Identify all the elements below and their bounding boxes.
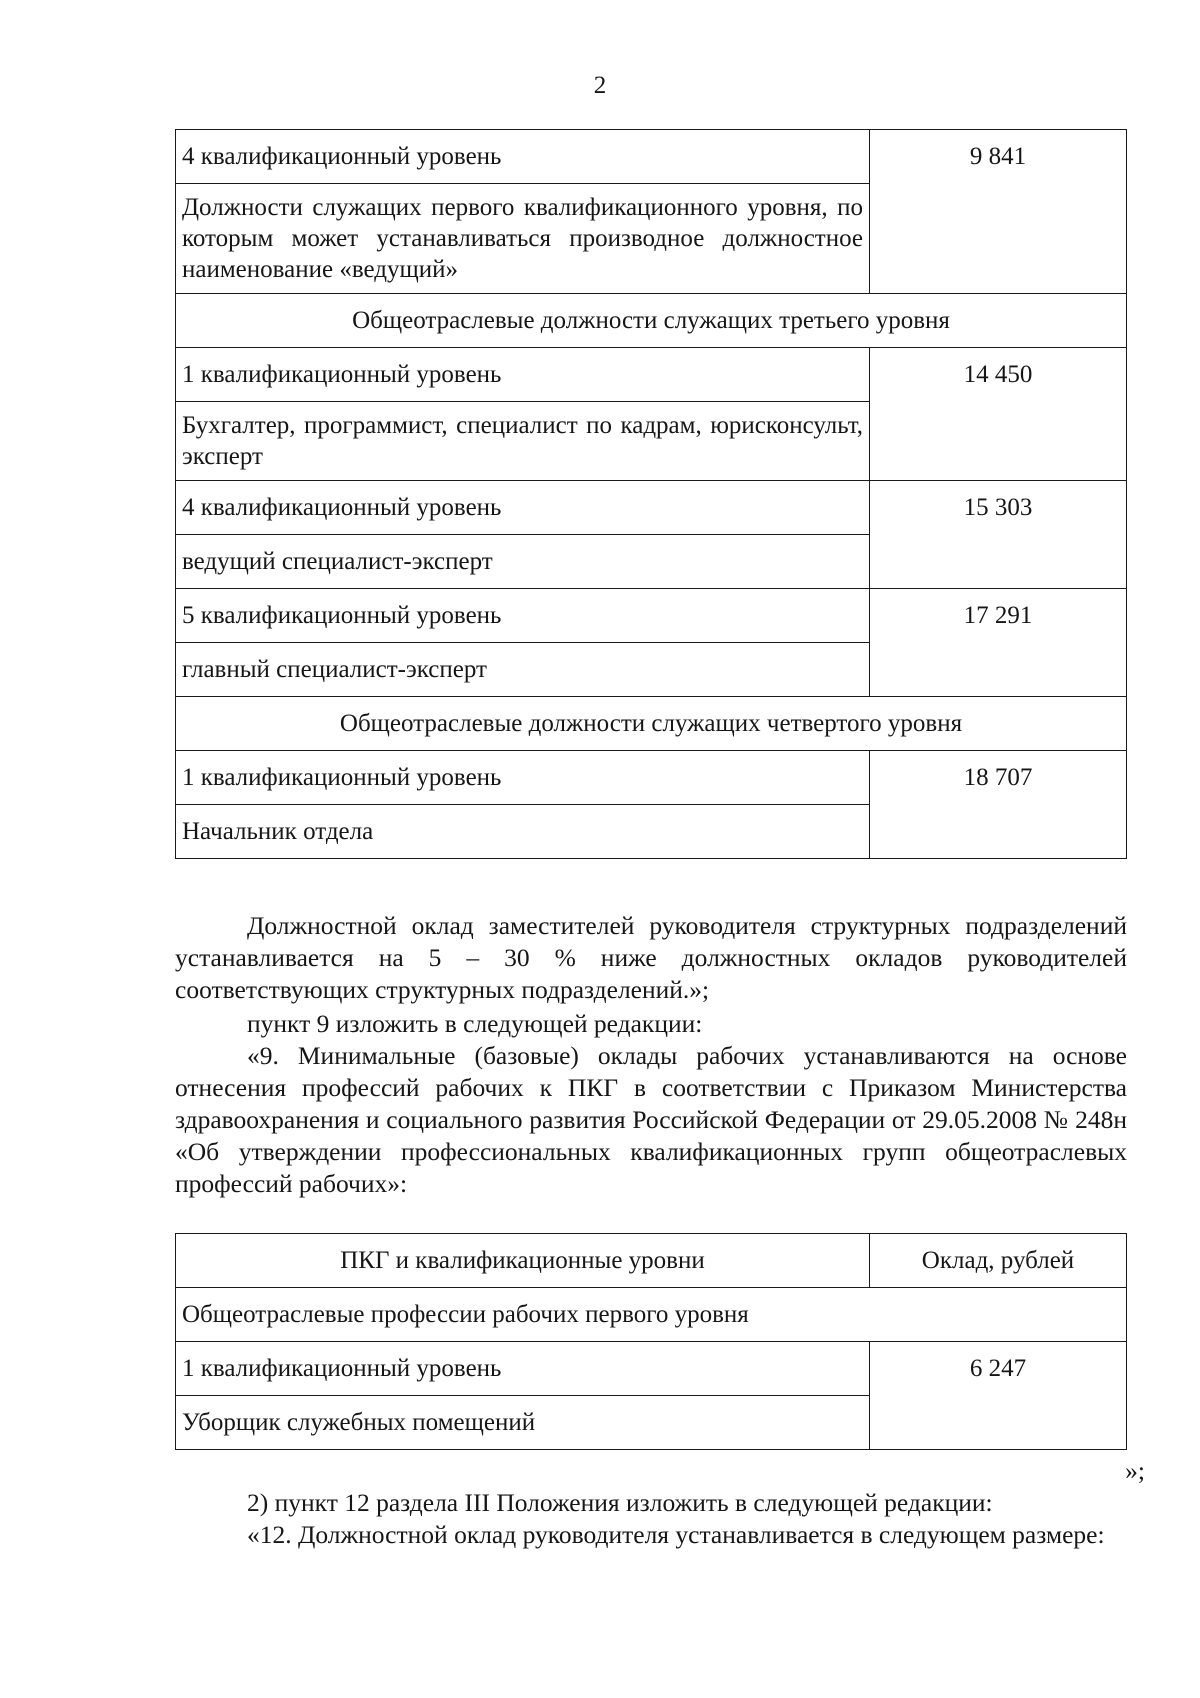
- position-description-cell: главный специалист-эксперт: [176, 643, 870, 697]
- table-row: [176, 130, 1127, 184]
- clause-12-text: «12. Должностной оклад руководителя устанавливается в следующем размере:: [247, 1520, 1105, 1549]
- salary-value-cell: 15 303: [870, 481, 1127, 589]
- qualification-level-cell: 4 квалификационный уровень: [176, 130, 870, 184]
- table-row: [176, 589, 1127, 643]
- table-row: [176, 1288, 1127, 1342]
- group-header-cell: Общеотраслевые должности служащих третьего уровня: [176, 294, 1127, 348]
- clause-12-intro: 2) пункт 12 раздела III Положения изложить в следующей редакции:: [247, 1488, 993, 1517]
- table-row: [176, 294, 1127, 348]
- page-number: 2: [593, 72, 607, 99]
- deputy-salary-paragraph: Должностной оклад заместителей руководителя структурных подразделений устанавливается на 5 – 30 % ниже должностных окладов руководителей соответствующих структурных подразделений.»;: [175, 911, 1127, 1004]
- clause-9-text: «9. Минимальные (базовые) оклады рабочих устанавливаются на основе отнесения профессий рабочих к ПКГ в соответствии с Приказом Министерства здравоохранения и социального развития Российской Федерации от 29.05.2008 № 248н «Об утверждении профессиональных квалификационных групп общеотраслевых профессий рабочих»:: [175, 1041, 1127, 1198]
- qualification-level-cell: 1 квалификационный уровень: [176, 751, 870, 805]
- salary-value-cell: 14 450: [870, 348, 1127, 481]
- position-description-cell: Уборщик служебных помещений: [176, 1396, 870, 1450]
- qualification-level-cell: 1 квалификационный уровень: [176, 348, 870, 402]
- closing-quote: »;: [1125, 1456, 1145, 1485]
- salary-value-cell: 17 291: [870, 589, 1127, 697]
- group-header-cell: Общеотраслевые профессии рабочих первого уровня: [176, 1288, 1127, 1342]
- position-description-cell: Должности служащих первого квалификационного уровня, по которым может устанавливаться производное должностное наименование «ведущий»: [176, 184, 870, 294]
- salary-value-cell: 18 707: [870, 751, 1127, 859]
- column-header-salary: Оклад, рублей: [870, 1234, 1127, 1288]
- qualification-level-cell: 4 квалификационный уровень: [176, 481, 870, 535]
- table-row: [176, 481, 1127, 535]
- position-description-cell: Начальник отдела: [176, 805, 870, 859]
- salary-value-cell: 9 841: [870, 130, 1127, 294]
- clause-9-intro: пункт 9 изложить в следующей редакции:: [247, 1009, 703, 1038]
- table-row: [176, 1342, 1127, 1396]
- table-header-row: [176, 1234, 1127, 1288]
- position-description-cell: ведущий специалист-эксперт: [176, 535, 870, 589]
- qualification-level-cell: 1 квалификационный уровень: [176, 1342, 870, 1396]
- column-header-levels: ПКГ и квалификационные уровни: [176, 1234, 870, 1288]
- table-row: [176, 697, 1127, 751]
- table-row: [176, 751, 1127, 805]
- group-header-cell: Общеотраслевые должности служащих четвертого уровня: [176, 697, 1127, 751]
- position-description-cell: Бухгалтер, программист, специалист по кадрам, юрисконсульт, эксперт: [176, 402, 870, 481]
- salary-table-workers: [175, 1233, 1127, 1450]
- table-row: [176, 348, 1127, 402]
- salary-value-cell: 6 247: [870, 1342, 1127, 1450]
- salary-table-employees: [175, 129, 1127, 859]
- qualification-level-cell: 5 квалификационный уровень: [176, 589, 870, 643]
